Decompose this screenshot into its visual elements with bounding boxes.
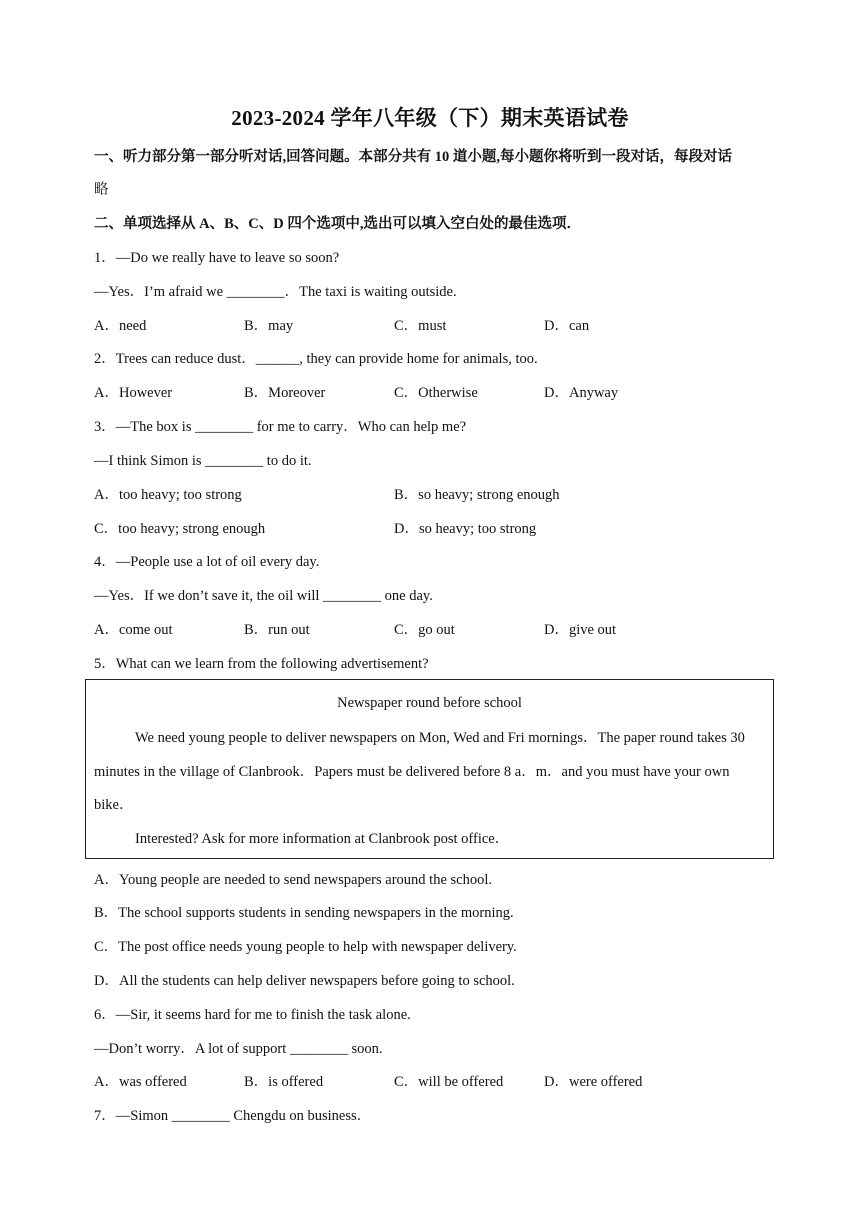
- q3-stem2: —I think Simon is ________ to do it.: [94, 453, 312, 469]
- q5-option-c: C．The post office needs young people to help with newspaper delivery.: [94, 939, 517, 955]
- q6-option-d: D．were offered: [544, 1074, 643, 1090]
- ad-line-1: We need young people to deliver newspapers on Mon, Wed and Fri mornings．The paper round takes 30: [135, 730, 745, 746]
- q1-stem2: —Yes．I’m afraid we ________．The taxi is waiting outside.: [94, 284, 457, 300]
- q7-stem: 7．—Simon ________ Chengdu on business．: [94, 1108, 372, 1124]
- q3-stem: 3．—The box is ________ for me to carry．Who can help me?: [94, 419, 467, 435]
- q4-option-d: D．give out: [544, 622, 617, 638]
- q5-option-d: D．All the students can help deliver newspapers before going to school.: [94, 973, 515, 989]
- section2-heading: 二、单项选择从 A、B、C、D 四个选项中,选出可以填入空白处的最佳选项．: [94, 216, 581, 232]
- q3-option-d: D．so heavy; too strong: [394, 521, 537, 537]
- q6-option-a: A．was offered: [94, 1074, 187, 1090]
- q2-option-a: A．However: [94, 385, 173, 401]
- advertisement-box: [85, 679, 774, 859]
- q1-option-a: A．need: [94, 318, 147, 334]
- q2-option-c: C．Otherwise: [394, 385, 478, 401]
- q1-option-d: D．can: [544, 318, 590, 334]
- section1-omitted: 略: [94, 182, 109, 198]
- ad-line-4: Interested? Ask for more information at Clanbrook post office．: [135, 831, 510, 847]
- q6-stem2: —Don’t worry．A lot of support ________ soon.: [94, 1041, 383, 1057]
- q4-option-c: C．go out: [394, 622, 455, 638]
- q5-stem: 5．What can we learn from the following advertisement?: [94, 656, 429, 672]
- q6-stem: 6．—Sir, it seems hard for me to finish the task alone.: [94, 1007, 411, 1023]
- q6-option-b: B．is offered: [244, 1074, 324, 1090]
- q1-stem: 1．—Do we really have to leave so soon?: [94, 250, 340, 266]
- q4-stem2: —Yes．If we don’t save it, the oil will ________ one day.: [94, 588, 433, 604]
- q2-option-b: B．Moreover: [244, 385, 326, 401]
- q4-stem: 4．—People use a lot of oil every day.: [94, 554, 320, 570]
- ad-line-2: minutes in the village of Clanbrook．Papers must be delivered before 8 a．m．and you must have your own: [94, 764, 730, 780]
- q5-option-b: B．The school supports students in sending newspapers in the morning.: [94, 905, 514, 921]
- q4-option-b: B．run out: [244, 622, 310, 638]
- q5-option-a: A．Young people are needed to send newspapers around the school.: [94, 872, 492, 888]
- q3-option-c: C．too heavy; strong enough: [94, 521, 266, 537]
- q3-option-a: A．too heavy; too strong: [94, 487, 242, 503]
- q3-option-b: B．so heavy; strong enough: [394, 487, 560, 503]
- page-title: 2023-2024 学年八年级（下）期末英语试卷: [231, 106, 629, 130]
- q6-option-c: C．will be offered: [394, 1074, 504, 1090]
- ad-title: Newspaper round before school: [337, 695, 522, 711]
- q2-option-d: D．Anyway: [544, 385, 619, 401]
- q2-stem: 2．Trees can reduce dust．______, they can provide home for animals, too.: [94, 351, 538, 367]
- q1-option-b: B．may: [244, 318, 294, 334]
- q1-option-c: C．must: [394, 318, 447, 334]
- section1-heading: 一、听力部分第一部分听对话,回答问题。本部分共有 10 道小题,每小题你将听到一段对话，每段对话: [94, 149, 732, 165]
- q4-option-a: A．come out: [94, 622, 173, 638]
- ad-line-3: bike．: [94, 797, 134, 813]
